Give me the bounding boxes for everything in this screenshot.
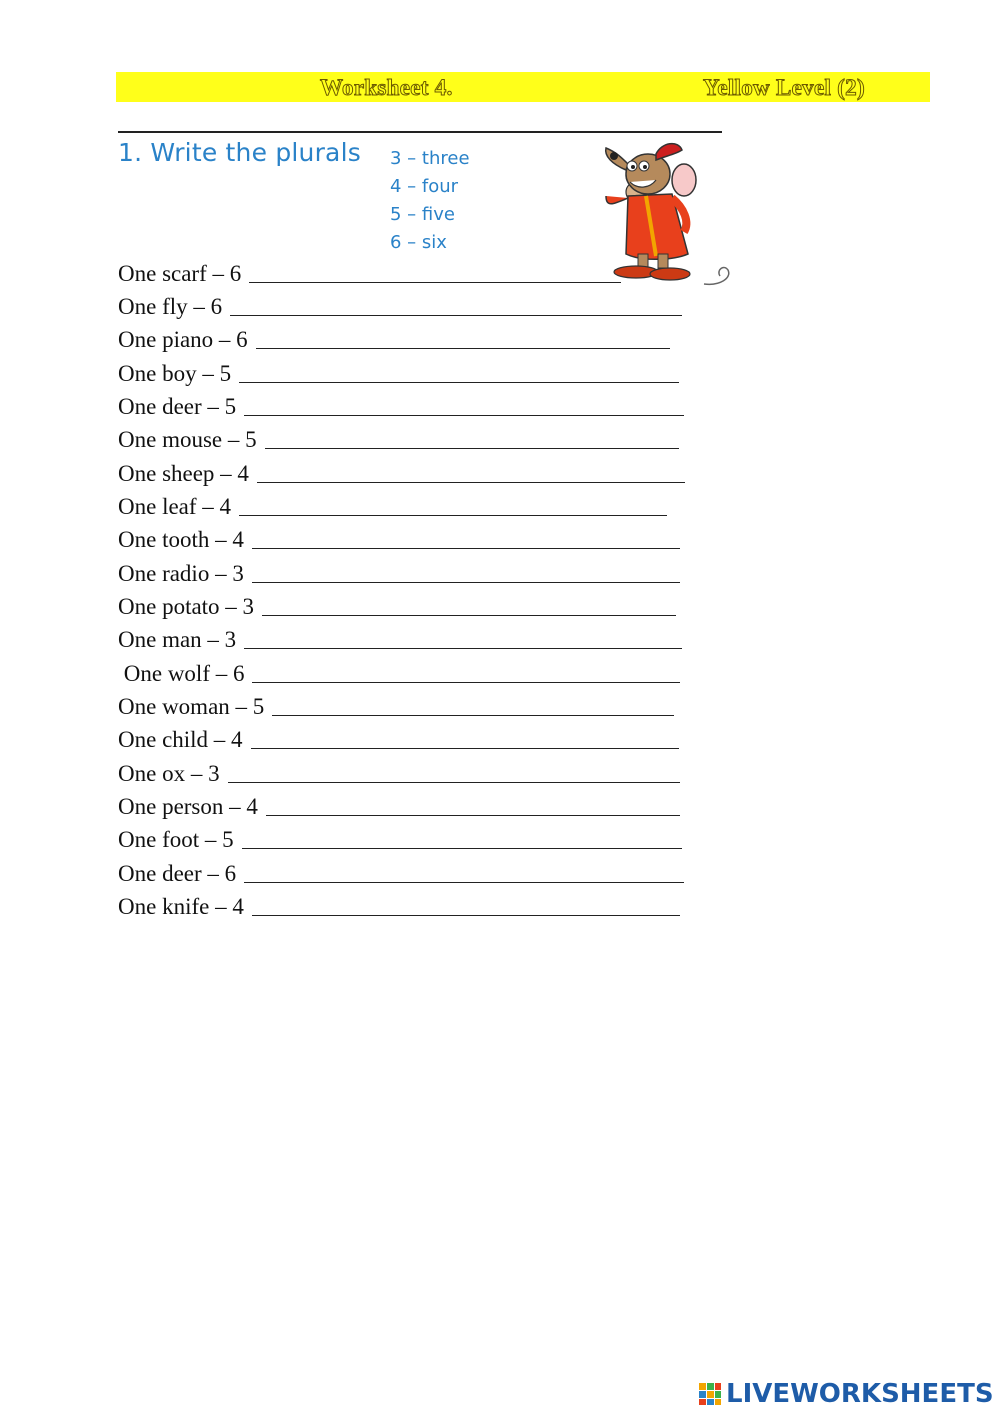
list-item bbox=[118, 555, 718, 589]
item-label: One scarf – 6 bbox=[118, 261, 242, 286]
answer-line[interactable] bbox=[242, 848, 682, 849]
list-item bbox=[118, 421, 718, 455]
list-item bbox=[118, 488, 718, 522]
item-label: One fly – 6 bbox=[118, 294, 223, 319]
answer-line[interactable] bbox=[230, 315, 682, 316]
legend-item: 4 – four bbox=[390, 176, 459, 197]
answer-line[interactable] bbox=[252, 582, 680, 583]
answer-line[interactable] bbox=[249, 282, 621, 283]
answer-line[interactable] bbox=[239, 382, 679, 383]
legend-item: 5 – five bbox=[390, 204, 455, 225]
worksheet-title: Worksheet 4. bbox=[320, 75, 453, 100]
list-item bbox=[118, 588, 718, 622]
answer-line[interactable] bbox=[252, 682, 680, 683]
item-label: One sheep – 4 bbox=[118, 461, 249, 486]
item-label: One woman – 5 bbox=[118, 694, 265, 719]
number-legend bbox=[390, 145, 470, 257]
answer-line[interactable] bbox=[265, 448, 679, 449]
list-item bbox=[118, 355, 718, 389]
list-item bbox=[118, 721, 718, 755]
list-item bbox=[118, 288, 718, 322]
answer-line[interactable] bbox=[244, 415, 684, 416]
item-label: One wolf – 6 bbox=[118, 661, 245, 686]
item-label: One man – 3 bbox=[118, 627, 237, 652]
exercise-title: 1. Write the plurals bbox=[118, 138, 361, 167]
answer-line[interactable] bbox=[272, 715, 674, 716]
legend-item: 6 – six bbox=[390, 232, 447, 253]
answer-line[interactable] bbox=[251, 748, 679, 749]
answer-line[interactable] bbox=[256, 348, 670, 349]
answer-line[interactable] bbox=[257, 482, 685, 483]
legend-item: 3 – three bbox=[390, 148, 470, 169]
list-item bbox=[118, 688, 718, 722]
list-item bbox=[118, 788, 718, 822]
item-label: One mouse – 5 bbox=[118, 427, 257, 452]
item-label: One radio – 3 bbox=[118, 561, 244, 586]
answer-line[interactable] bbox=[244, 648, 682, 649]
list-item bbox=[118, 455, 718, 489]
item-label: One ox – 3 bbox=[118, 761, 220, 786]
answer-line[interactable] bbox=[228, 782, 680, 783]
level-label: Yellow Level (2) bbox=[703, 75, 865, 100]
item-label: One deer – 5 bbox=[118, 394, 237, 419]
item-label: One child – 4 bbox=[118, 727, 243, 752]
divider bbox=[118, 131, 722, 133]
liveworksheets-logo-icon bbox=[698, 1382, 722, 1406]
answer-line[interactable] bbox=[244, 882, 684, 883]
item-label: One person – 4 bbox=[118, 794, 258, 819]
list-item bbox=[118, 388, 718, 422]
list-item bbox=[118, 621, 718, 655]
item-label: One leaf – 4 bbox=[118, 494, 232, 519]
brand-footer bbox=[698, 1378, 994, 1410]
list-item bbox=[118, 821, 718, 855]
item-label: One potato – 3 bbox=[118, 594, 255, 619]
list-item bbox=[118, 888, 718, 922]
list-item bbox=[118, 321, 718, 355]
brand-name: LIVEWORKSHEETS bbox=[726, 1379, 994, 1409]
answer-line[interactable] bbox=[252, 915, 680, 916]
list-item bbox=[118, 255, 718, 289]
item-label: One piano – 6 bbox=[118, 327, 248, 352]
list-item bbox=[118, 521, 718, 555]
answer-line[interactable] bbox=[252, 548, 680, 549]
item-label: One tooth – 4 bbox=[118, 527, 244, 552]
list-item bbox=[118, 655, 718, 689]
item-label: One boy – 5 bbox=[118, 361, 232, 386]
item-label: One foot – 5 bbox=[118, 827, 234, 852]
item-label: One deer – 6 bbox=[118, 861, 237, 886]
item-label: One knife – 4 bbox=[118, 894, 244, 919]
list-item bbox=[118, 855, 718, 889]
answer-line[interactable] bbox=[239, 515, 667, 516]
answer-line[interactable] bbox=[262, 615, 676, 616]
answer-line[interactable] bbox=[266, 815, 680, 816]
list-item bbox=[118, 755, 718, 789]
